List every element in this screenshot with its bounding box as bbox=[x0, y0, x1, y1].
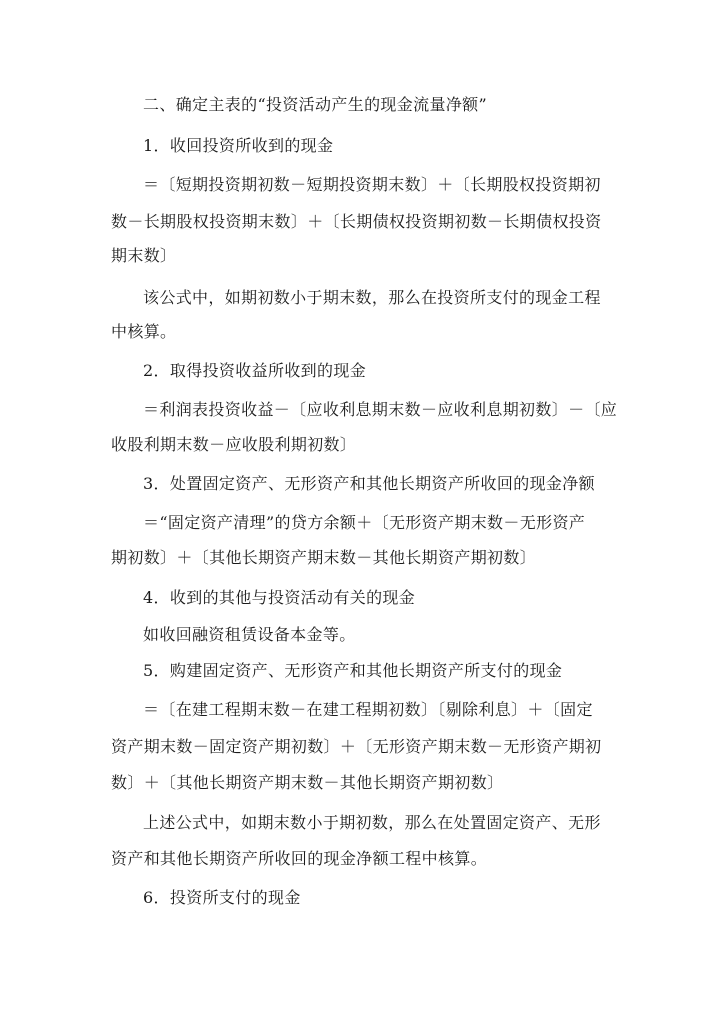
item-5-note-line-1: 上述公式中，如期末数小于期初数，那么在处置固定资产、无形 bbox=[143, 813, 601, 832]
item-1-note-line-2: 中核算。 bbox=[111, 322, 177, 341]
item-2-heading: 2．取得投资收益所收到的现金 bbox=[143, 361, 367, 380]
item-3-heading: 3．处置固定资产、无形资产和其他长期资产所收回的现金净额 bbox=[143, 474, 595, 493]
item-5-formula-line-2: 资产期末数－固定资产期初数〕＋〔无形资产期末数－无形资产期初 bbox=[111, 737, 602, 756]
item-4-note: 如收回融资租赁设备本金等。 bbox=[143, 625, 356, 644]
item-3-formula-line-1: ＝“固定资产清理”的贷方余额＋〔无形资产期末数－无形资产 bbox=[143, 513, 586, 532]
item-5-heading: 5．购建固定资产、无形资产和其他长期资产所支付的现金 bbox=[143, 661, 563, 680]
item-2-formula-line-2: 收股利期末数－应收股利期初数〕 bbox=[111, 435, 357, 454]
item-1-formula-line-1: ＝〔短期投资期初数－短期投资期末数〕＋〔长期股权投资期初 bbox=[143, 175, 601, 194]
item-1-heading: 1．收回投资所收到的现金 bbox=[143, 136, 334, 155]
item-1-formula-line-3: 期末数〕 bbox=[111, 246, 177, 265]
item-6-heading: 6．投资所支付的现金 bbox=[143, 888, 301, 907]
item-3-formula-line-2: 期初数〕＋〔其他长期资产期末数－其他长期资产期初数〕 bbox=[111, 548, 537, 567]
item-1-note-line-1: 该公式中，如期初数小于期末数，那么在投资所支付的现金工程 bbox=[143, 288, 601, 307]
item-4-heading: 4．收到的其他与投资活动有关的现金 bbox=[143, 588, 416, 607]
item-1-formula-line-2: 数－长期股权投资期末数〕＋〔长期债权投资期初数－长期债权投资 bbox=[111, 212, 602, 231]
item-5-formula-line-3: 数〕＋〔其他长期资产期末数－其他长期资产期初数〕 bbox=[111, 773, 504, 792]
item-2-formula-line-1: ＝利润表投资收益－〔应收利息期末数－应收利息期初数〕－〔应 bbox=[143, 400, 618, 419]
item-5-note-line-2: 资产和其他长期资产所收回的现金净额工程中核算。 bbox=[111, 849, 488, 868]
section-heading: 二、确定主表的“投资活动产生的现金流量净额” bbox=[143, 95, 488, 114]
item-5-formula-line-1: ＝〔在建工程期末数－在建工程期初数〕〔剔除利息〕＋〔固定 bbox=[143, 700, 593, 719]
